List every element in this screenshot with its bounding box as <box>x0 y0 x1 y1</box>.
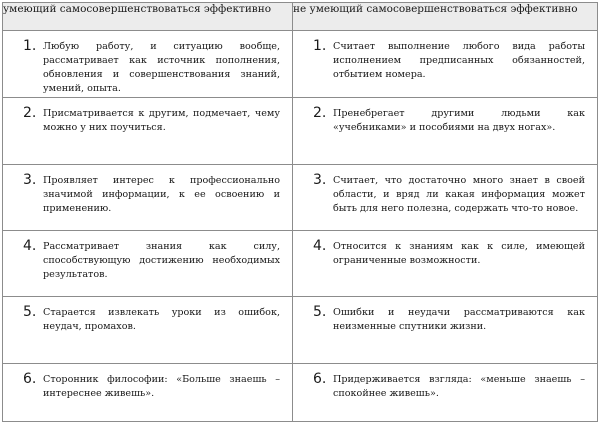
row-5-left-cell <box>3 297 293 363</box>
row-6-left-number: 6. <box>23 370 37 387</box>
row-3-right-cell <box>293 164 598 230</box>
row-4-left-number: 4. <box>23 238 37 255</box>
row-1-right-number: 1. <box>313 38 327 54</box>
row-2-right-number: 2. <box>313 105 327 122</box>
row-5-right-text: Ошибки и неудачи рассматриваются как неизменные спутники жизни. <box>333 307 585 333</box>
row-1-left-cell <box>3 31 293 98</box>
row-2-right-cell <box>293 98 598 164</box>
row-4-right-cell <box>293 231 598 297</box>
row-3-left-number: 3. <box>23 171 37 188</box>
row-2-left-cell <box>3 98 293 164</box>
row-4-left-text: Рассматривает знания как силу, способствующую достижению необходимых результатов. <box>43 241 280 281</box>
row-4-right-number: 4. <box>313 238 327 255</box>
row-6-left-cell <box>3 363 293 421</box>
row-5-left-number: 5. <box>23 304 37 321</box>
row-5-left-text: Старается извлекать уроки из ошибок, неудач, промахов. <box>43 307 280 333</box>
table-row <box>3 31 598 98</box>
row-6-right-text: Придерживается взгляда: «меньше знаешь – спокойнее живешь». <box>333 373 585 399</box>
row-3-left-cell <box>3 164 293 230</box>
comparison-table <box>2 2 598 422</box>
table-header-row <box>3 3 598 31</box>
row-4-right-text: Относится к знаниям как к силе, имеющей ограниченные возможности. <box>333 241 585 267</box>
row-1-left-number: 1. <box>23 38 37 54</box>
header-left: умеющий самосовершенствоваться эффективно <box>3 3 293 31</box>
row-6-left-text: Сторонник философии: «Больше знаешь – интереснее живешь». <box>43 373 280 399</box>
row-1-right-cell <box>293 31 598 98</box>
row-1-left-text: Любую работу, и ситуацию вообще, рассматривает как источник пополнения, обновления и совершенствования знаний, умений, опыта. <box>43 41 280 94</box>
row-4-left-cell <box>3 231 293 297</box>
row-6-right-cell <box>293 363 598 421</box>
table-row <box>3 164 598 230</box>
row-5-right-number: 5. <box>313 304 327 321</box>
row-2-left-number: 2. <box>23 105 37 122</box>
row-3-right-number: 3. <box>313 171 327 188</box>
row-3-left-text: Проявляет интерес к профессионально значимой информации, к ее освоению и применению. <box>43 174 280 214</box>
row-2-left-text: Присматривается к другим, подмечает, чему можно у них поучиться. <box>43 108 280 134</box>
row-2-right-text: Пренебрегает другими людьми как «учебниками» и пособиями на двух ногах». <box>333 108 585 134</box>
row-1-right-text: Считает выполнение любого вида работы исполнением предписанных обязанностей, отбытием номера. <box>333 41 585 80</box>
row-6-right-number: 6. <box>313 370 327 387</box>
header-right: не умеющий самосовершенствоваться эффективно <box>293 3 598 31</box>
table-row <box>3 98 598 164</box>
table-row <box>3 231 598 297</box>
table-row <box>3 297 598 363</box>
row-3-right-text: Считает, что достаточно много знает в своей области, и вряд ли какая информация может быть для него полезна, содержать что-то новое. <box>333 174 585 214</box>
row-5-right-cell <box>293 297 598 363</box>
table-row <box>3 363 598 421</box>
